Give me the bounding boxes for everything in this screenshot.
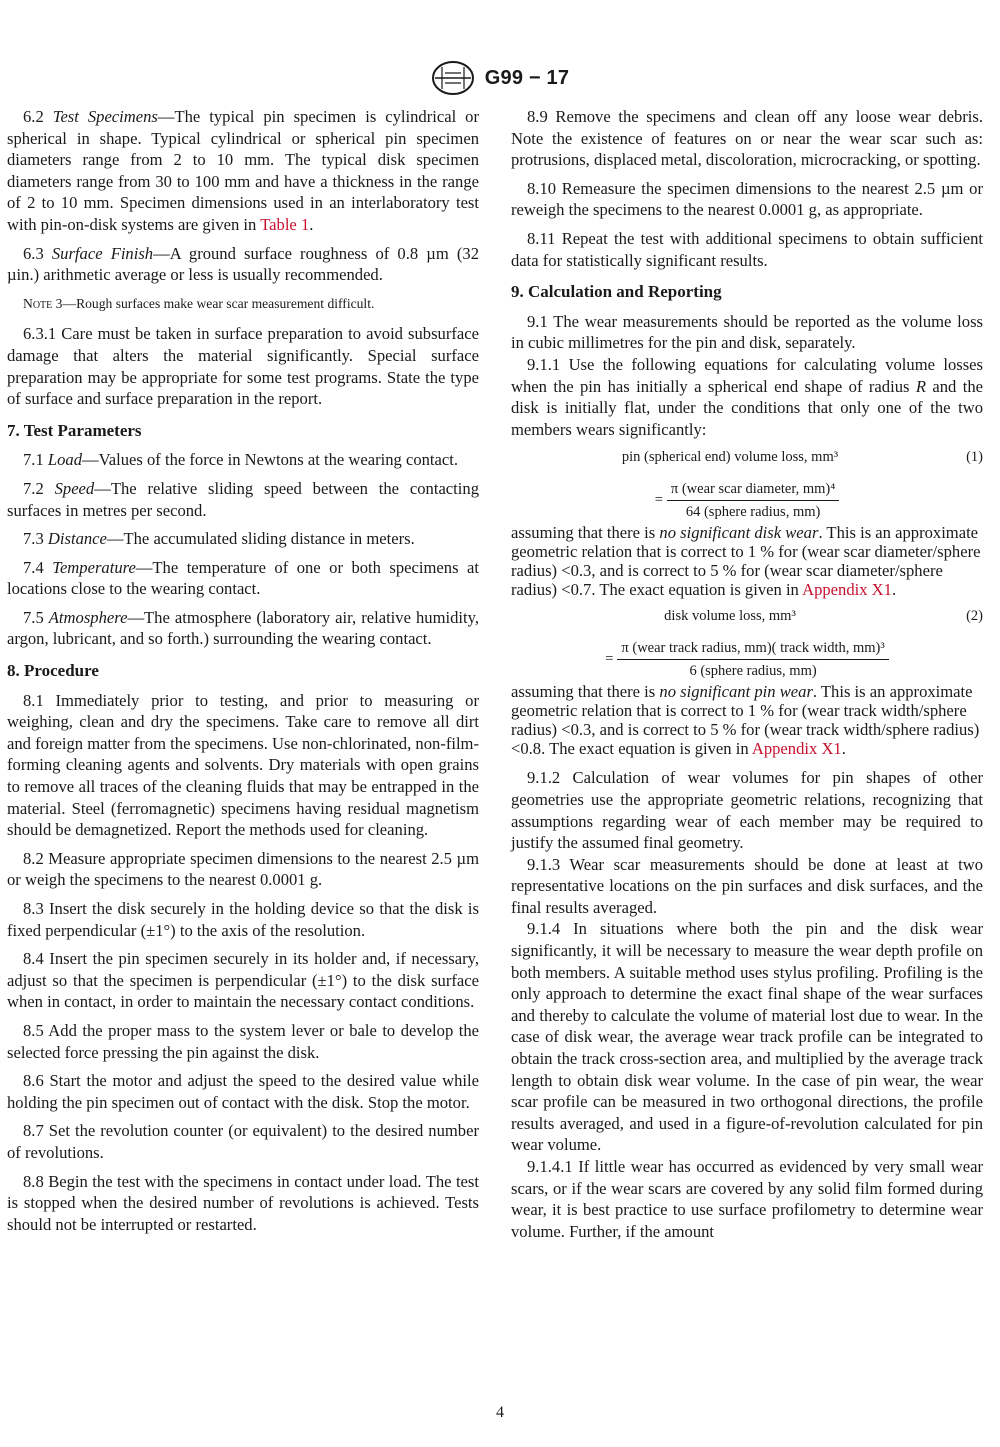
appendix-x1-link[interactable]: Appendix X1 [802,580,892,600]
paragraph-8-2: 8.2 Measure appropriate specimen dimensions to the nearest 2.5 µm or weigh the specimens to the nearest 0.0001 g. [7,848,479,890]
note-3: Note 3—Rough surfaces make wear scar measurement difficult. [23,295,375,311]
paragraph-9-1-4: 9.1.4 In situations where both the pin and the disk wear significantly, it will be necessary to measure the wear depth profile on both members. A suitable method uses stylus profiling. Profiling is the only approach to determine the exact final shape of the wear surfaces and thereby to calculate the volume of material lost due to wear. In the case of disk wear, the average wear track profile can be integrated to obtain the track cross-section area, and multiplied by the average track length to obtain disk wear volume. In the case of pin wear, the wear scar profile can be measured in two orthogonal directions, the profile results averaged, and used in a figure-of-revolution calculated for pin wear volume. [511,919,983,1155]
astm-logo-icon [431,60,475,96]
paragraph-7-4: 7.4 Temperature—The temperature of one or both specimens at locations close to the wearing contact. [7,557,479,599]
page-header [0,58,1000,98]
paragraph-8-11: 8.11 Repeat the test with additional specimens to obtain sufficient data for statistically significant results. [511,228,983,270]
equation-2-label-row [511,607,983,625]
equation-1-number: (1) [966,449,983,466]
paragraph-9-1-1: 9.1.1 Use the following equations for calculating volume losses when the pin has initially a spherical end shape of radius R and the disk is initially flat, under the conditions that only one of the two members wears significantly: [511,354,983,439]
equation-1-explanation: assuming that there is no significant disk wear. This is an approximate geometric relation that is correct to 1 % for (wear scar diameter/sphere radius) <0.3, and is correct to 5 % for (wear scar diameter/sphere radius) <0.7. The exact equation is given in Appendix X1. [511,523,981,600]
paragraph-6-2: 6.2 Test Specimens—The typical pin specimen is cylindrical or spherical in shape. Typical cylindrical or spherical pin specimen diameters range from 2 to 10 mm. The typical disk specimen diameters range from 30 to 100 mm and have a thickness in the range of 2 to 10 mm. Specimen dimensions used in an interlaboratory test with pin-on-disk systems are given in Table 1. [7,107,479,234]
paragraph-8-5: 8.5 Add the proper mass to the system lever or bale to develop the selected force pressing the pin against the disk. [7,1020,479,1062]
paragraph-9-1-2: 9.1.2 Calculation of wear volumes for pin shapes of other geometries use the appropriate geometric relations, recognizing that assumptions regarding wear of each member may be required to justify the assumed final geometry. [511,768,983,853]
right-column [511,106,983,1242]
paragraph-8-4: 8.4 Insert the pin specimen securely in its holder and, if necessary, adjust so that the specimen is perpendicular (±1°) to the disk surface when in contact, in order to maintain the necessary contact conditions. [7,949,479,1012]
heading-test-specimens: Test Specimens [52,107,158,126]
paragraph-7-5: 7.5 Atmosphere—The atmosphere (laboratory air, relative humidity, argon, lubricant, and so forth.) surrounding the wearing contact. [7,607,479,649]
paragraph-9-1-3: 9.1.3 Wear scar measurements should be done at least at two representative locations on the pin surfaces and disk surfaces, and the final results averaged. [511,854,983,917]
equation-2-denominator: 6 (sphere radius, mm) [689,663,817,680]
section-heading-8: 8. Procedure [7,661,99,681]
paragraph-8-3: 8.3 Insert the disk securely in the holding device so that the disk is fixed perpendicular (±1°) to the axis of the resolution. [7,899,479,940]
paragraph-9-1-4-1: 9.1.4.1 If little wear has occurred as evidenced by very small wear scars, or if the wear scars are covered by any solid film formed during wear, it is best practice to use surface profilometry to determine wear volume. Further, if the amount [511,1157,983,1241]
paragraph-7-1: 7.1 Load—Values of the force in Newtons at the wearing contact. [23,450,459,470]
table-1-link[interactable]: Table 1 [260,214,310,234]
paragraph-6-3-1: 6.3.1 Care must be taken in surface preparation to avoid subsurface damage that alters the material significantly. Special surface preparation may be appropriate for some test programs. State the type of surface and surface preparation in the report. [7,324,479,409]
section-heading-9: 9. Calculation and Reporting [511,282,722,302]
appendix-x1-link[interactable]: Appendix X1 [751,739,842,759]
paragraph-8-7: 8.7 Set the revolution counter (or equivalent) to the desired number of revolutions. [7,1121,479,1162]
paragraph-8-1: 8.1 Immediately prior to testing, and prior to measuring or weighing, clean and dry the specimens. Take care to remove all dirt and foreign matter from the specimens. Use non-chlorinated, non-film-forming cleaning agents and solvents. Dry materials with open grains to remove all traces of the cleaning fluids that may be entrapped in the material. Steel (ferromagnetic) specimens having residual magnetism should be demagnetized. Report the methods used for cleaning. [7,690,479,840]
paragraph-6-3: 6.3 Surface Finish—A ground surface roughness of 0.8 µm (32 µin.) arithmetic average or less is usually recommended. [7,243,479,285]
document-id: G99 − 17 [484,66,570,89]
equation-2-label: disk volume loss, mm³ [664,608,796,625]
equation-2-number: (2) [966,608,983,625]
paragraph-8-8: 8.8 Begin the test with the specimens in contact under load. The test is stopped when the desired number of revolutions is achieved. Tests should not be interrupted or restarted. [7,1171,479,1234]
paragraph-9-1: 9.1 The wear measurements should be reported as the volume loss in cubic millimetres for the pin and disk, separately. [511,311,983,353]
equation-2: = $\frac{\text{π (wear track radius, mm)( track width, mm)³}}{\text{6 (sphere radius, mm)}}$ [511,639,983,680]
paragraph-7-3: 7.3 Distance—The accumulated sliding distance in meters. [23,529,415,549]
heading-surface-finish: Surface Finish [51,243,154,263]
equation-1: = $\frac{\text{π (wear scar diameter, mm)⁴}}{\text{64 (sphere radius, mm)}}$ [511,480,983,521]
equation-1-numerator: π (wear scar diameter, mm)⁴ [667,480,839,501]
paragraph-8-10: 8.10 Remeasure the specimen dimensions to the nearest 2.5 µm or reweigh the specimens to the nearest 0.0001 g, as appropriate. [511,178,983,220]
equation-2-numerator: π (wear track radius, mm)( track width, mm)³ [617,639,888,660]
left-column [7,106,479,1242]
paragraph-8-9: 8.9 Remove the specimens and clean off any loose wear debris. Note the existence of features on or near the wear scar such as: protrusions, displaced metal, discoloration, microcracking, or spotting. [511,107,983,170]
paragraph-8-6: 8.6 Start the motor and adjust the speed to the desired value while holding the pin specimen out of contact with the disk. Stop the motor. [7,1071,479,1112]
section-heading-7: 7. Test Parameters [7,420,142,440]
equation-1-denominator: 64 (sphere radius, mm) [685,504,821,521]
page-number: 4 [496,1404,504,1421]
equation-1-label-row [511,448,983,466]
equation-1-label: pin (spherical end) volume loss, mm³ [621,449,839,466]
paragraph-7-2: 7.2 Speed—The relative sliding speed between the contacting surfaces in metres per second. [7,478,479,520]
equation-2-explanation: assuming that there is no significant pin wear. This is an approximate geometric relation that is correct to 1 % for (wear track width/sphere radius) <0.3, and is correct to 5 % for (wear track width/sphere radius) <0.8. The exact equation is given in Appendix X1. [511,682,980,759]
